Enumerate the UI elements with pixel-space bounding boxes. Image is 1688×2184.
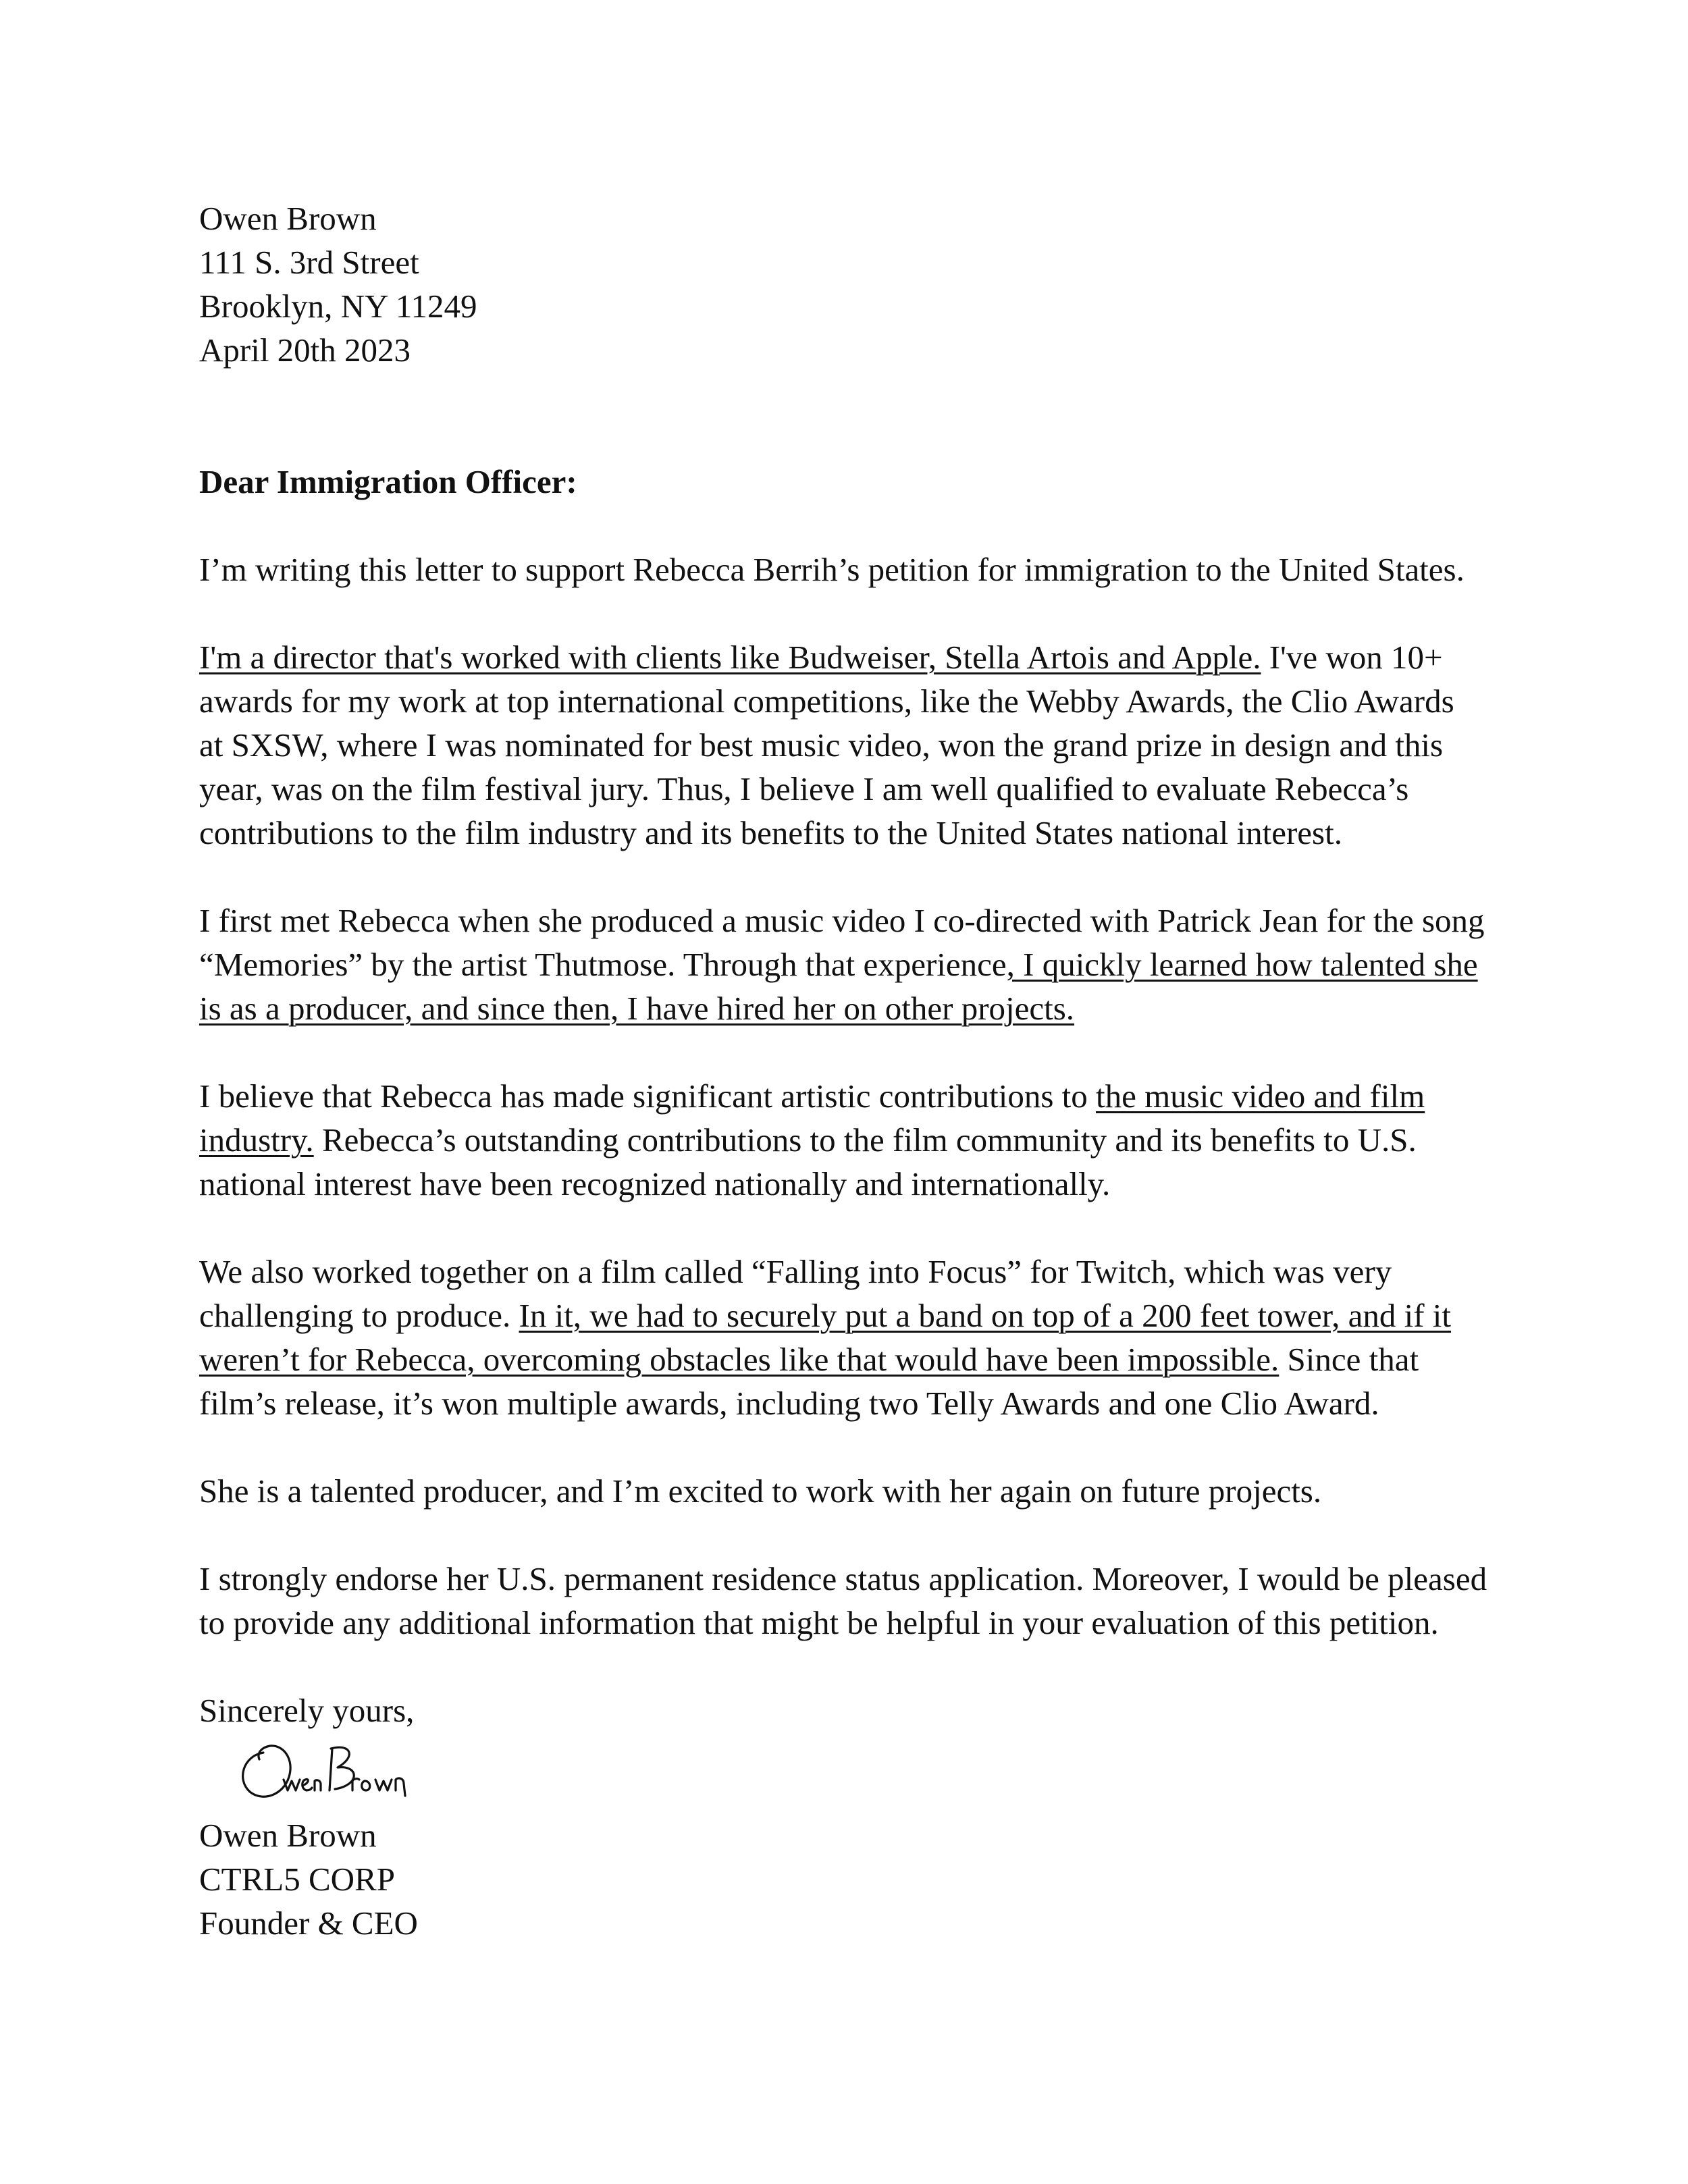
paragraph-future-work bbox=[199, 1469, 1509, 1513]
underlined-text: industry. bbox=[199, 1121, 314, 1158]
paragraph-intro bbox=[199, 548, 1509, 591]
underlined-text: , I quickly learned how talented she bbox=[1006, 946, 1478, 983]
closing bbox=[199, 1688, 1509, 1732]
letter-date: April 20th 2023 bbox=[199, 331, 411, 369]
paragraph-line: film’s release, it’s won multiple awards, including two Telly Awards and one Clio Award. bbox=[199, 1385, 1379, 1422]
signature-area bbox=[199, 1732, 1509, 1813]
inline-text: I've won 10+ bbox=[1261, 639, 1443, 676]
underlined-text: I'm a director that's worked with clients like Budweiser, Stella Artois and Apple. bbox=[199, 639, 1261, 676]
paragraph-line bbox=[199, 1118, 1509, 1162]
letter-body bbox=[199, 196, 1509, 1945]
salutation bbox=[199, 460, 1509, 504]
sender-city: Brooklyn, NY 11249 bbox=[199, 288, 477, 325]
handwritten-signature bbox=[236, 1732, 419, 1807]
inline-text: I believe that Rebecca has made significant artistic contributions to bbox=[199, 1077, 1097, 1115]
closing-text: Sincerely yours, bbox=[199, 1692, 415, 1729]
underlined-text: weren’t for Rebecca, overcoming obstacles like that would have been impossible. bbox=[199, 1341, 1280, 1378]
paragraph-line: contributions to the film industry and its benefits to the United States national interest. bbox=[199, 814, 1342, 851]
paragraph-first-meeting bbox=[199, 899, 1509, 1030]
paragraph-line: I first met Rebecca when she produced a music video I co-directed with Patrick Jean for the song bbox=[199, 902, 1485, 939]
paragraph-line bbox=[199, 635, 1509, 679]
sender-name: Owen Brown bbox=[199, 200, 377, 237]
signer-company: CTRL5 CORP bbox=[199, 1861, 395, 1898]
paragraph-credentials bbox=[199, 635, 1509, 855]
paragraph-line bbox=[199, 986, 1509, 1030]
paragraph-line: awards for my work at top international competitions, like the Webby Awards, the Clio Awards bbox=[199, 683, 1454, 720]
paragraph-falling-into-focus bbox=[199, 1250, 1509, 1425]
underlined-text: In it, we had to securely put a band on top of a 200 feet tower, and if it bbox=[519, 1297, 1452, 1334]
paragraph-line: I strongly endorse her U.S. permanent residence status application. Moreover, I would be pleased bbox=[199, 1560, 1487, 1597]
paragraph-line: I’m writing this letter to support Rebecca Berrih’s petition for immigration to the United States. bbox=[199, 551, 1465, 588]
paragraph-line: She is a talented producer, and I’m excited to work with her again on future projects. bbox=[199, 1472, 1322, 1510]
paragraph-line: to provide any additional information that might be helpful in your evaluation of this petition. bbox=[199, 1604, 1439, 1641]
signer-title: Founder & CEO bbox=[199, 1905, 418, 1942]
inline-text: Since that bbox=[1279, 1341, 1419, 1378]
paragraph-contributions bbox=[199, 1074, 1509, 1206]
signer-name: Owen Brown bbox=[199, 1817, 377, 1854]
signer-block bbox=[199, 1813, 1509, 1945]
inline-text: “Memories” by the artist Thutmose. Through that experience bbox=[199, 946, 1007, 983]
paragraph-line bbox=[199, 942, 1509, 986]
underlined-text: is as a producer, and since then, I have hired her on other projects. bbox=[199, 990, 1075, 1027]
paragraph-line bbox=[199, 1337, 1509, 1381]
salutation-text: Dear Immigration Officer: bbox=[199, 463, 577, 500]
inline-text: challenging to produce. bbox=[199, 1297, 519, 1334]
paragraph-line: national interest have been recognized nationally and internationally. bbox=[199, 1165, 1111, 1202]
paragraph-line bbox=[199, 1074, 1509, 1118]
sender-address bbox=[199, 196, 1509, 372]
underlined-text: the music video and film bbox=[1096, 1077, 1425, 1115]
sender-street: 111 S. 3rd Street bbox=[199, 244, 419, 281]
paragraph-line: at SXSW, where I was nominated for best music video, won the grand prize in design and this bbox=[199, 726, 1444, 764]
paragraph-line: year, was on the film festival jury. Thus, I believe I am well qualified to evaluate Rebecca’s bbox=[199, 770, 1409, 807]
paragraph-line bbox=[199, 1294, 1509, 1337]
paragraph-endorsement bbox=[199, 1557, 1509, 1645]
paragraph-line: We also worked together on a film called “Falling into Focus” for Twitch, which was very bbox=[199, 1253, 1392, 1290]
inline-text: Rebecca’s outstanding contributions to the film community and its benefits to U.S. bbox=[313, 1121, 1417, 1158]
